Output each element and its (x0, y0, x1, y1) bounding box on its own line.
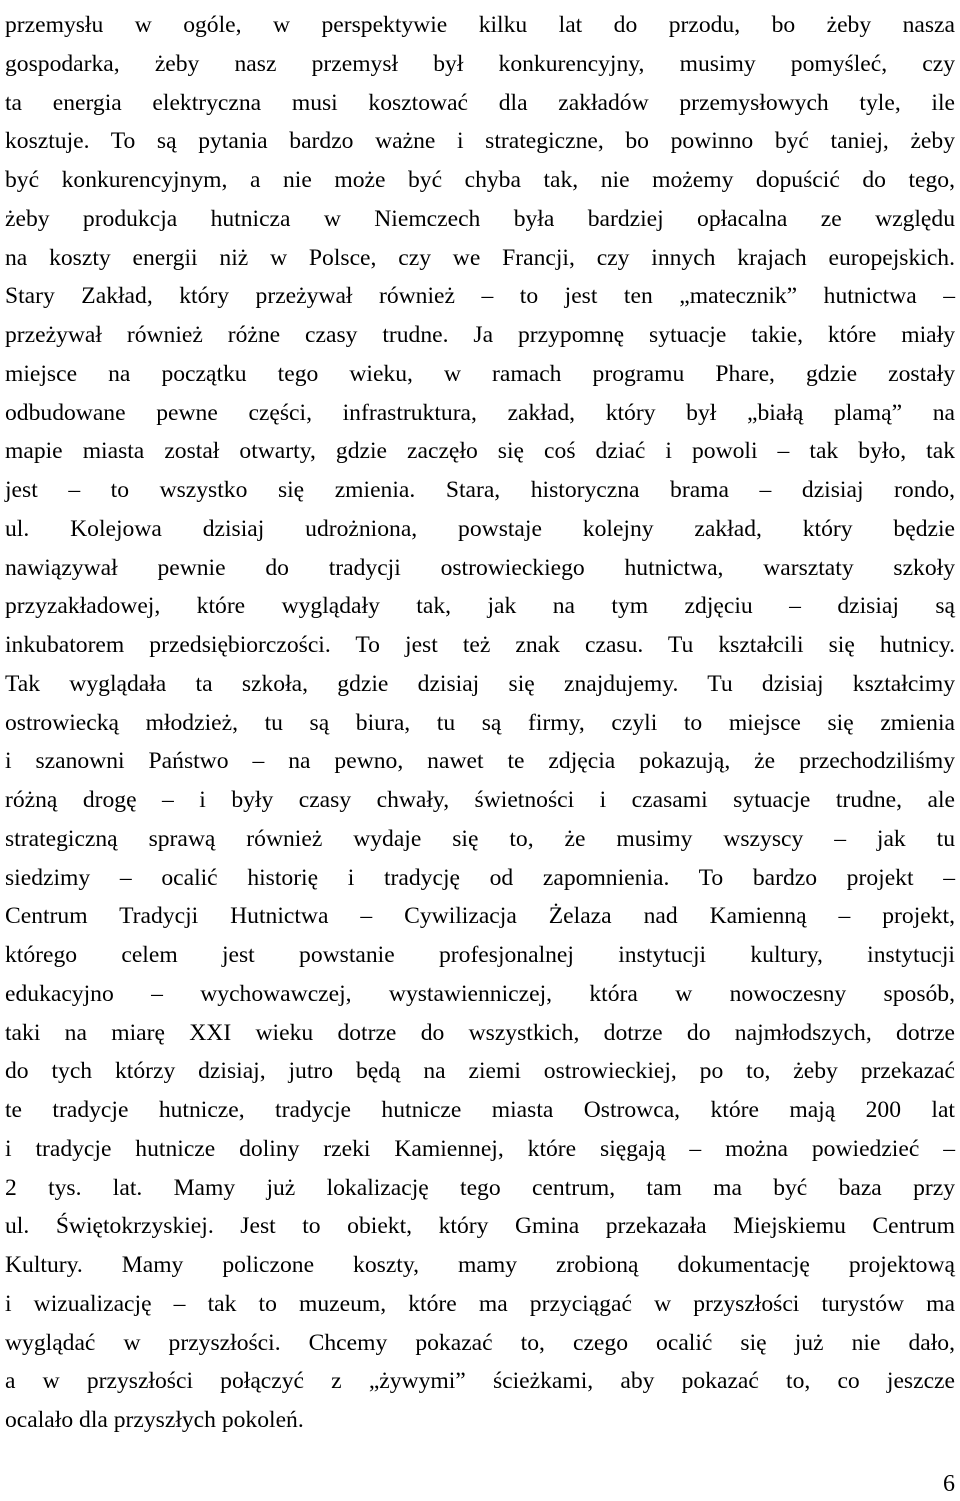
body-text (5, 6, 955, 1440)
text-line: przemysłu w ogóle, w perspektywie kilku lat do przodu, bo żeby nasza (5, 12, 955, 38)
text-line: żeby produkcja hutnicza w Niemczech była bardziej opłacalna ze względu (5, 205, 955, 232)
text-line: siedzimy – ocalić historię i tradycję od zapomnienia. To bardzo projekt – (5, 864, 955, 891)
text-line: i tradycje hutnicze doliny rzeki Kamiennej, które sięgają – można powiedzieć – (5, 1135, 955, 1162)
page-number: 6 (943, 1471, 955, 1497)
text-line: miejsce na początku tego wieku, w ramach programu Phare, gdzie zostały (5, 360, 955, 387)
text-line: gospodarka, żeby nasz przemysł był konkurencyjny, musimy pomyśleć, czy (5, 50, 955, 77)
text-line: przeżywał również różne czasy trudne. Ja przypomnę sytuacje takie, które miały (5, 322, 955, 348)
text-line: ul. Świętokrzyskiej. Jest to obiekt, który Gmina przekazała Miejskiemu Centrum (5, 1213, 955, 1240)
text-line: ostrowiecką młodzież, tu są biura, tu są firmy, czyli to miejsce się zmienia (5, 709, 955, 736)
text-line: na koszty energii niż w Polsce, czy we Francji, czy innych krajach europejskich. (5, 244, 955, 271)
text-line: przyzakładowej, które wyglądały tak, jak na tym zdjęciu – dzisiaj są (5, 593, 955, 620)
text-line: i szanowni Państwo – na pewno, nawet te zdjęcia pokazują, że przechodziliśmy (5, 748, 955, 775)
text-line: ocalało dla przyszłych pokoleń. (5, 1407, 304, 1433)
text-line: taki na miarę XXI wieku dotrze do wszystkich, dotrze do najmłodszych, dotrze (5, 1019, 955, 1046)
text-line: te tradycje hutnicze, tradycje hutnicze miasta Ostrowca, które mają 200 lat (5, 1097, 955, 1123)
text-line: ul. Kolejowa dzisiaj udrożniona, powstaje kolejny zakład, który będzie (5, 515, 955, 542)
text-line: Kultury. Mamy policzone koszty, mamy zrobioną dokumentację projektową (5, 1252, 955, 1278)
text-line: i wizualizację – tak to muzeum, które ma przyciągać w przyszłości turystów ma (5, 1290, 955, 1317)
text-line: a w przyszłości połączyć z „żywymi” ścieżkami, aby pokazać to, co jeszcze (5, 1368, 955, 1395)
text-line: strategiczną sprawą również wydaje się to, że musimy wszyscy – jak tu (5, 825, 955, 852)
text-line: edukacyjno – wychowawczej, wystawienniczej, która w nowoczesny sposób, (5, 980, 955, 1007)
text-line: różną drogę – i były czasy chwały, świetności i czasami sytuacje trudne, ale (5, 787, 955, 813)
text-line: Tak wyglądała ta szkoła, gdzie dzisiaj się znajdujemy. Tu dzisiaj kształcimy (5, 670, 955, 697)
text-line: kosztuje. To są pytania bardzo ważne i strategiczne, bo powinno być taniej, żeby (5, 128, 955, 155)
text-line: odbudowane pewne części, infrastruktura, zakład, który był „białą plamą” na (5, 399, 955, 426)
text-line: do tych którzy dzisiaj, jutro będą na ziemi ostrowieckiej, po to, żeby przekazać (5, 1058, 955, 1085)
text-line: nawiązywał pewnie do tradycji ostrowieckiego hutnictwa, warsztaty szkoły (5, 554, 955, 581)
text-line: być konkurencyjnym, a nie może być chyba tak, nie możemy dopuścić do tego, (5, 167, 955, 193)
text-line: Stary Zakład, który przeżywał również – to jest ten „matecznik” hutnictwa – (5, 283, 955, 310)
text-line: ta energia elektryczna musi kosztować dla zakładów przemysłowych tyle, ile (5, 89, 955, 116)
text-line: wyglądać w przyszłości. Chcemy pokazać to, czego ocalić się już nie dało, (5, 1329, 955, 1356)
text-line: Centrum Tradycji Hutnictwa – Cywilizacja Żelaza nad Kamienną – projekt, (5, 903, 955, 930)
text-line: inkubatorem przedsiębiorczości. To jest też znak czasu. Tu kształcili się hutnicy. (5, 632, 955, 658)
text-line: mapie miasta został otwarty, gdzie zaczęło się coś dziać i powoli – tak było, tak (5, 438, 955, 465)
text-line: którego celem jest powstanie profesjonalnej instytucji kultury, instytucji (5, 942, 955, 968)
text-line: 2 tys. lat. Mamy już lokalizację tego centrum, tam ma być baza przy (5, 1174, 955, 1201)
text-line: jest – to wszystko się zmienia. Stara, historyczna brama – dzisiaj rondo, (5, 477, 955, 503)
